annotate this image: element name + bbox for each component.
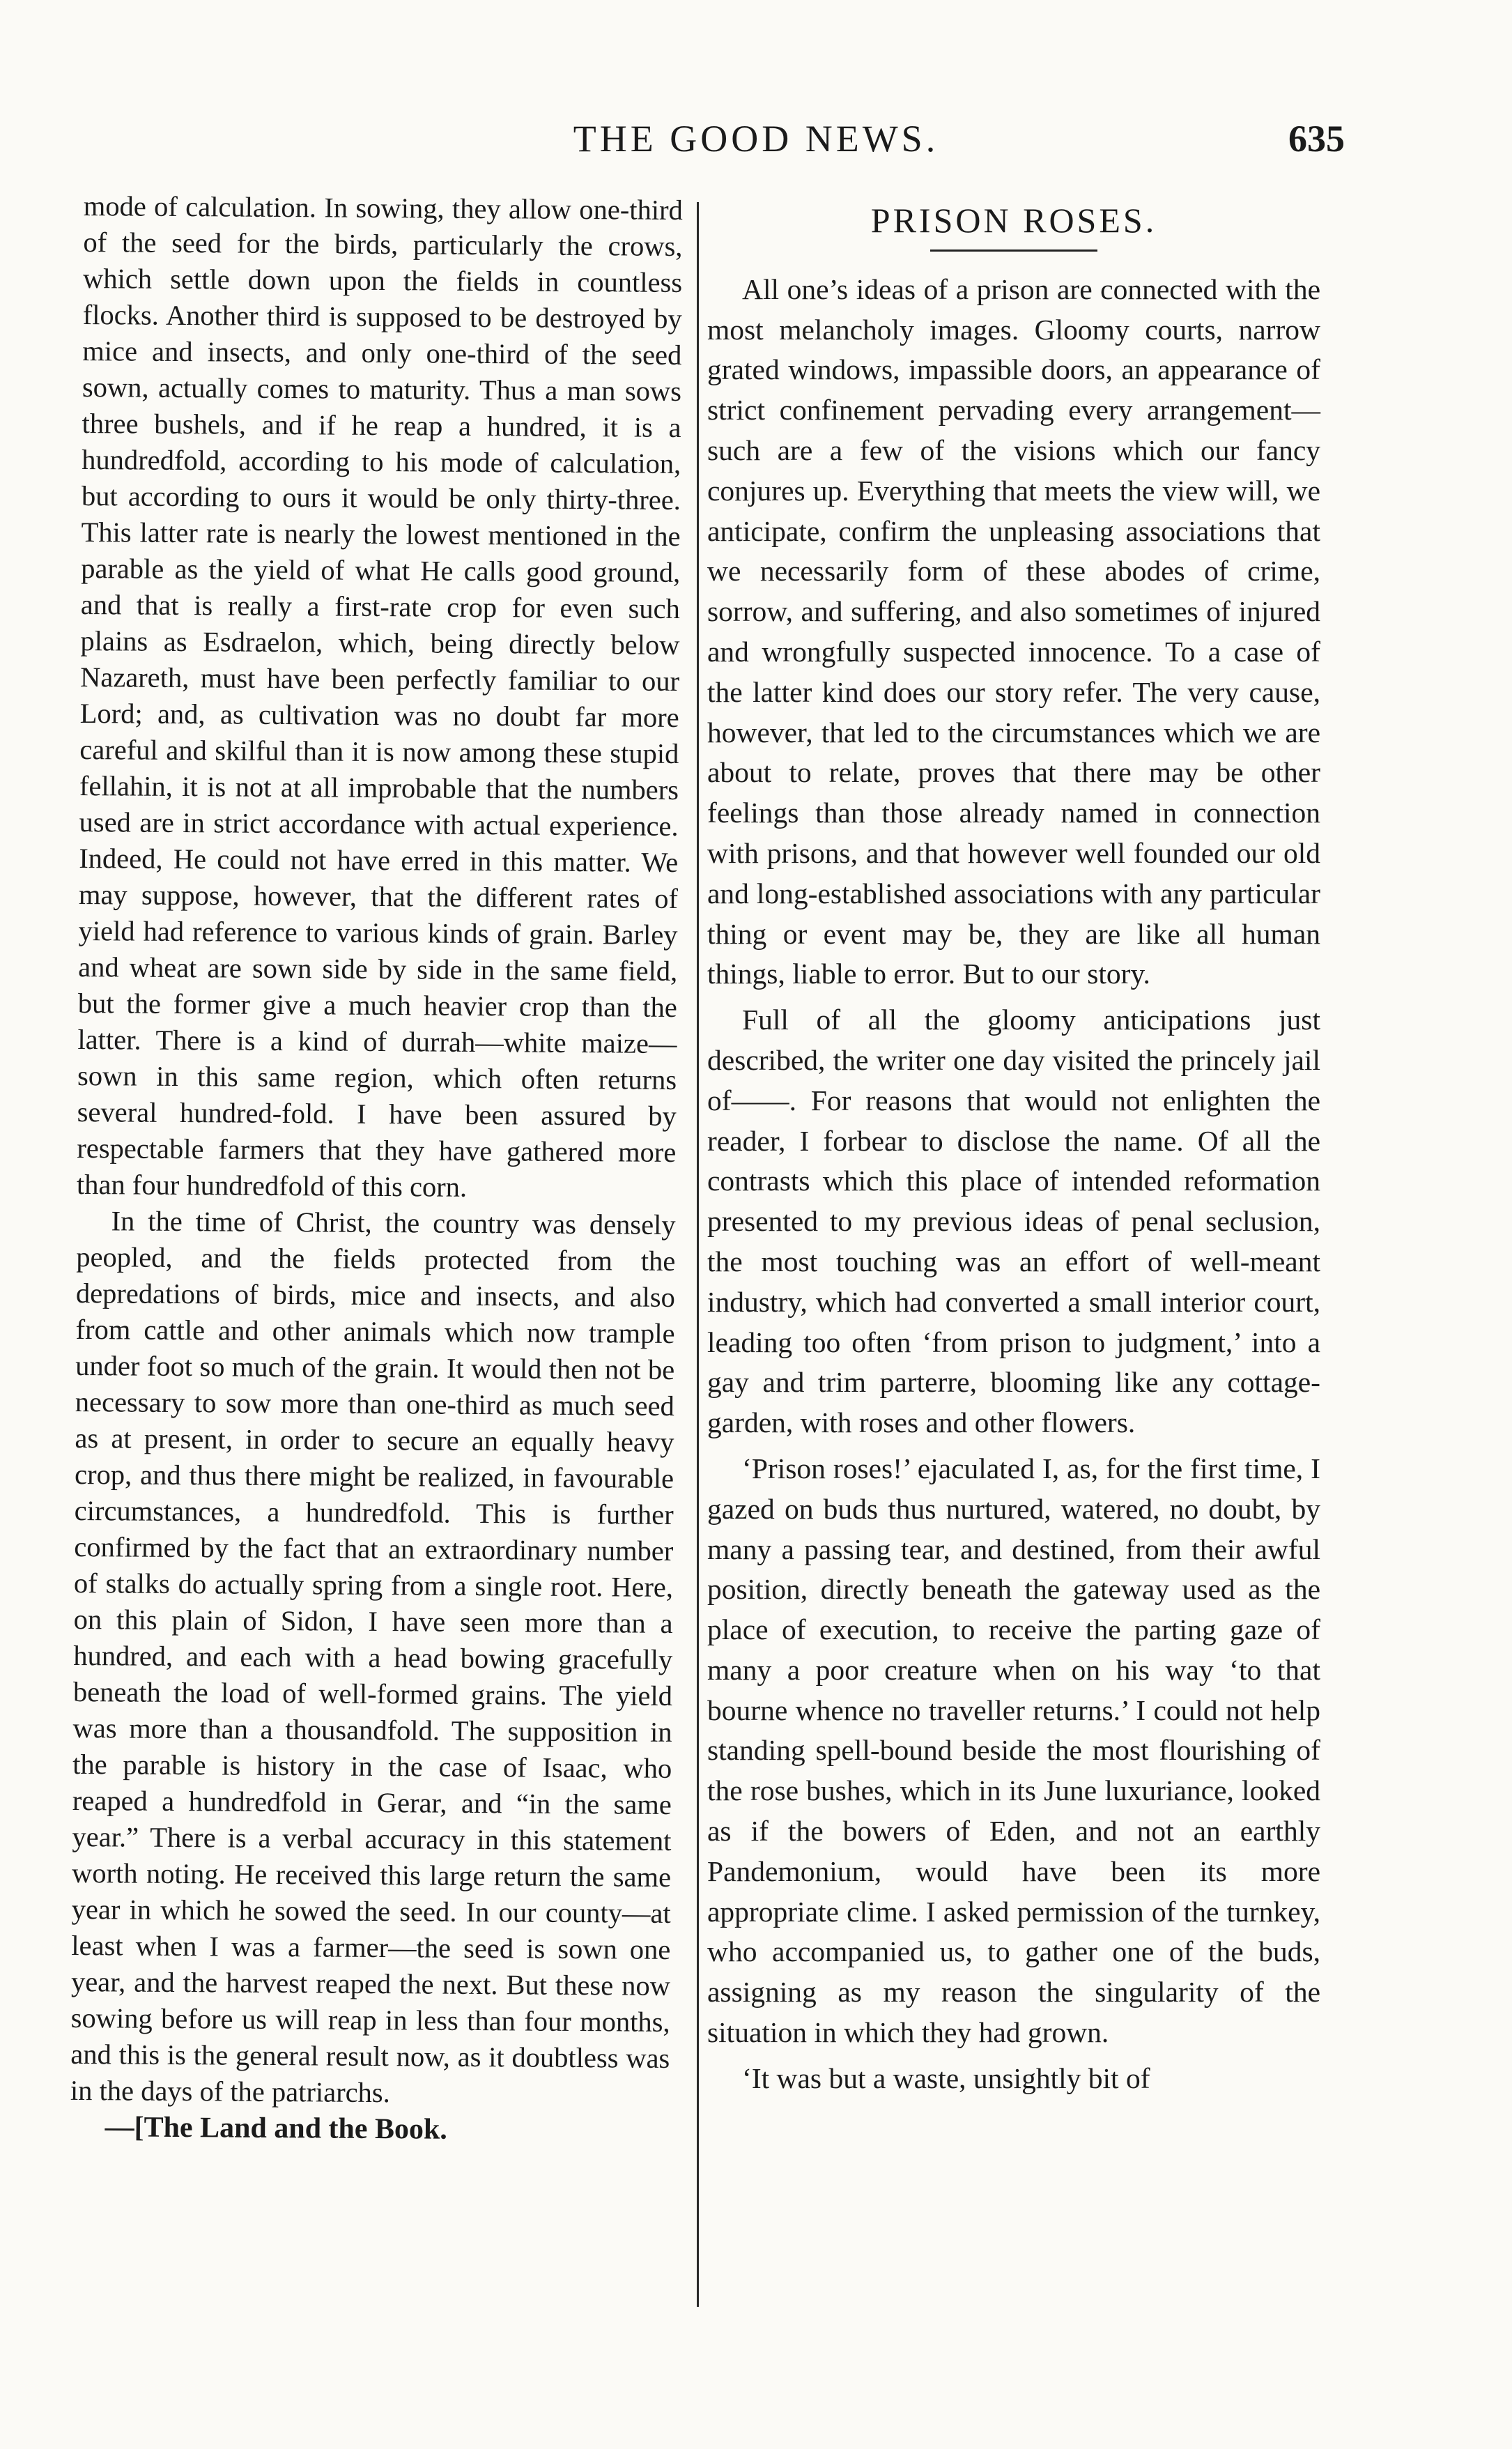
right-paragraph-4: ‘It was but a waste, unsightly bit of [742,2062,1150,2094]
running-head [0,117,1512,173]
right-paragraph-2: Full of all the gloomy anticipations just described, the writer one day visited the princely jail of——. For reasons that would not enlighten the reader, I forbear to disclose the name. Of all the contrasts which this place of intended reformation presented to my previous ideas of penal seclusion, the most touching was an effort of well-meant industry, which had converted a small interior court, leading too often ‘from prison to judgment,’ into a gay and trim parterre, blooming like any cottage-garden, with roses and other flowers. [707,1004,1320,1439]
publication-title: THE GOOD NEWS. [573,118,939,160]
article-title: PRISON ROSES. [870,201,1157,240]
right-paragraph-1: All one’s ideas of a prison are connected with the most melancholy images. Gloomy courts, narrow grated windows, impassible doors, an appearance of strict confinement pervading every arrangement—such are a few of the visions which our fancy conjures up. Everything that meets the view will, we anticipate, confirm the unpleasing associations that we necessarily form of these abodes of crime, sorrow, and suffering, and also sometimes of injured and wrongfully suspected innocence. To a case of the latter kind does our story refer. The very cause, however, that led to the circumstances which we are about to relate, proves that there may be other feelings than those already named in connection with prisons, and that however well founded our old and long-established associations with any particular thing or event may be, they are like all human things, liable to error. But to our story. [707,272,1320,990]
left-paragraph-1: mode of calculation. In sowing, they allow one-third of the seed for the birds, particularly the crows, which settle down upon the fields in countless flocks. Another third is supposed to be destroyed by mice and insects, and only one-third of the seed sown, actually comes to maturity. Thus a man sows three bushels, and if he reap a hundred, it is a hundredfold, according to his mode of calculation, but according to ours it would be only thirty-three. This latter rate is nearly the lowest mentioned in the parable as the yield of what He calls good ground, and that is really a first-rate crop for even such plains as Esdraelon, which, being directly below Nazareth, must have been perfectly familiar to our Lord; and, as cultivation was no doubt far more careful and skilful than it is now among these stupid fellahin, it is not at all improbable that the numbers used are in strict accordance with actual experience. Indeed, He could not have erred in this matter. We may suppose, however, that the different rates of yield had reference to various kinds of grain. Barley and wheat are sown side by side in the same field, but the former give a much heavier crop than the latter. There is a kind of durrah—white maize—sown in this same region, which often returns several hundred-fold. I have been assured by respectable farmers that they have gathered more than four hundredfold of this corn. [76,190,683,1203]
left-paragraph-2: In the time of Christ, the country was densely peopled, and the fields protected from the depredations of birds, mice and insects, and also from cattle and other animals which now trample under foot so much of the grain. It would then not be necessary to sow more than one-third as much seed as at present, in order to secure an equally heavy crop, and thus there might be realized, in favourable circumstances, a hundredfold. This is further confirmed by the fact that an extraordinary number of stalks do actually spring from a single root. Here, on this plain of Sidon, I have seen more than a hundred, and each with a head bowing gracefully beneath the load of well-formed grains. The yield was more than a thousandfold. The supposition in the parable is history in the case of Isaac, who reaped a hundredfold in Gerar, and “in the same year.” There is a verbal accuracy in this statement worth noting. He received this large return the same year in which he sowed the seed. In our county—at least when I was a farmer—the seed is sown one year, and the harvest reaped the next. But these now sowing before us will reap in less than four months, and this is the general result now, as it doubtless was in the days of the patriarchs. [70,1205,676,2109]
title-underline [930,249,1097,252]
left-column [70,188,683,2149]
page-number: 635 [1288,118,1345,160]
right-paragraph-3: ‘Prison roses!’ ejaculated I, as, for the first time, I gazed on buds thus nurtured, watered, no doubt, by many a passing tear, and destined, from their awful position, directly beneath the gateway used as the place of execution, to receive the parting gaze of many a poor creature when on his way ‘to that bourne whence no traveller returns.’ I could not help standing spell-bound beside the most flourishing of the rose bushes, which in its June luxuriance, looked as if the bowers of Eden, and not an earthly Pandemonium, would have been its more appropriate clime. I asked permission of the turnkey, who accompanied us, to gather one of the buds, assigning as my reason the singularity of the situation in which they had grown. [707,1452,1320,2049]
column-divider [697,202,699,2307]
source-attribution: —[The Land and the Book. [105,2111,448,2146]
right-column [707,183,1320,2099]
